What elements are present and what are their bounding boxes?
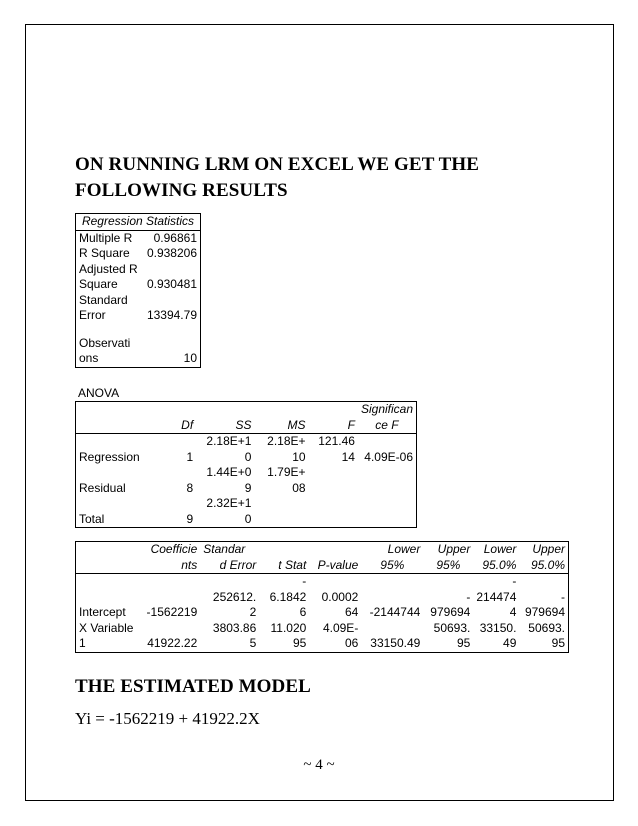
table-row xyxy=(76,277,201,293)
anova-cell: 0 xyxy=(244,511,252,526)
coef-cell: 4.09E- xyxy=(322,620,359,635)
results-heading xyxy=(75,152,479,204)
anova-cell: 8 xyxy=(186,480,194,495)
coef-cell: 64 xyxy=(344,605,359,619)
coef-header: t Stat xyxy=(259,558,309,574)
anova-row-label: Total xyxy=(79,511,105,526)
anova-header-sig-2: ce F xyxy=(358,418,417,434)
coef-header: Lower xyxy=(483,542,517,556)
table-row xyxy=(76,308,201,324)
coef-cell: 6 xyxy=(299,605,307,619)
anova-cell: 9 xyxy=(186,511,194,526)
stat-label: Error xyxy=(79,308,106,322)
anova-cell: 2.18E+ xyxy=(267,434,306,448)
anova-cell: 10 xyxy=(292,449,306,464)
table-row xyxy=(76,336,201,352)
coef-cell: -2144744 xyxy=(369,605,421,619)
coef-header: Standar xyxy=(203,542,246,556)
coef-header: Upper xyxy=(532,542,565,556)
coef-cell: 214474 xyxy=(476,589,517,604)
coef-cell: 41922.22 xyxy=(147,636,198,650)
stat-value: 13394.79 xyxy=(146,308,197,322)
coef-cell: 2 xyxy=(249,605,257,619)
stat-label: ons xyxy=(79,351,99,365)
table-row xyxy=(76,293,201,309)
coef-cell: 3803.86 xyxy=(212,620,257,635)
table-row xyxy=(76,512,417,528)
coef-cell: 6.1842 xyxy=(269,589,307,604)
stat-label: Observati xyxy=(79,335,131,350)
coef-cell: 50693. xyxy=(433,620,471,635)
anova-row-label: Regression xyxy=(79,449,140,464)
coef-cell: 50693. xyxy=(528,620,565,635)
coef-cell: 95 xyxy=(292,636,307,650)
coef-cell: 95 xyxy=(456,636,471,650)
anova-cell: 1.79E+ xyxy=(267,465,306,479)
coef-header: 95.0% xyxy=(519,558,568,574)
stat-label: R Square xyxy=(79,246,130,260)
stat-label: Standard xyxy=(79,292,128,307)
coef-row-label: X Variable xyxy=(79,620,134,635)
coef-cell: - xyxy=(466,589,471,604)
stat-label: Adjusted R xyxy=(79,261,138,276)
stat-value: 0.938206 xyxy=(146,246,197,260)
anova-cell: 2.18E+1 xyxy=(206,434,252,448)
coef-header: 95% xyxy=(361,558,423,574)
stat-label: Square xyxy=(79,277,118,291)
anova-cell: 9 xyxy=(244,480,252,495)
table-row xyxy=(76,636,569,652)
anova-header-f: F xyxy=(309,418,358,434)
anova-cell: 0 xyxy=(244,449,252,464)
anova-cell: 1 xyxy=(186,449,194,464)
stat-value: 10 xyxy=(183,351,197,365)
coef-cell: - xyxy=(302,574,307,588)
coef-cell: 979694 xyxy=(524,605,565,619)
coef-cell: - xyxy=(512,574,517,588)
coef-header: nts xyxy=(144,558,201,574)
model-heading: THE ESTIMATED MODEL xyxy=(75,676,311,697)
anova-table xyxy=(75,401,417,528)
regression-statistics-table xyxy=(75,213,201,368)
page-number: ~ 4 ~ xyxy=(303,757,335,773)
anova-header-ms: MS xyxy=(254,418,308,434)
coef-cell: 252612. xyxy=(212,589,257,604)
coefficients-table xyxy=(75,541,569,653)
table-row xyxy=(76,450,417,466)
stat-value: 0.96861 xyxy=(153,230,197,245)
table-row xyxy=(76,481,417,497)
anova-header-df: Df xyxy=(143,418,196,434)
anova-cell: 1.44E+0 xyxy=(206,465,252,479)
stat-value: 0.930481 xyxy=(146,277,197,291)
coef-cell: 49 xyxy=(503,636,517,650)
coef-header: 95.0% xyxy=(473,558,519,574)
coef-header: Upper xyxy=(437,542,471,556)
table-row xyxy=(76,230,201,246)
coef-header: d Error xyxy=(200,558,259,574)
heading-line-1: ON RUNNING LRM ON EXCEL WE GET THE xyxy=(75,154,480,175)
anova-cell: 14 xyxy=(341,449,355,464)
anova-cell: 121.46 xyxy=(318,434,355,448)
table-row xyxy=(76,605,569,621)
coef-cell: 95 xyxy=(551,636,565,650)
stat-label: Multiple R xyxy=(79,230,133,245)
anova-cell: 08 xyxy=(292,480,306,495)
anova-cell: 4.09E-06 xyxy=(364,449,413,464)
coef-cell: - xyxy=(561,589,565,604)
coef-cell: 06 xyxy=(344,636,359,650)
anova-header-sig-1: Significan xyxy=(360,402,413,416)
coef-cell: 4 xyxy=(509,605,517,619)
anova-cell: 2.32E+1 xyxy=(206,496,252,510)
coef-cell: 33150. xyxy=(479,620,517,635)
coef-cell: 979694 xyxy=(430,605,471,619)
coef-cell: 11.020 xyxy=(270,620,307,635)
anova-row-label: Residual xyxy=(79,480,126,495)
coef-cell: 0.0002 xyxy=(321,589,359,604)
coef-cell: 33150.49 xyxy=(370,636,421,650)
coef-header: Coefficie xyxy=(150,542,198,556)
table-row xyxy=(76,351,201,367)
coef-cell: 5 xyxy=(249,636,257,650)
anova-header-ss: SS xyxy=(196,418,254,434)
anova-label: ANOVA xyxy=(78,386,120,400)
heading-line-2: FOLLOWING RESULTS xyxy=(75,180,288,201)
table-row xyxy=(76,262,201,278)
coef-header: P-value xyxy=(309,558,361,574)
coef-row-label: 1 xyxy=(79,636,86,650)
table-row xyxy=(76,246,201,262)
model-equation: Yi = -1562219 + 41922.2X xyxy=(75,709,260,728)
coef-row-label: Intercept xyxy=(79,605,126,619)
coef-cell: -1562219 xyxy=(146,605,198,619)
regression-statistics-title: Regression Statistics xyxy=(76,214,201,231)
coef-header: 95% xyxy=(423,558,473,574)
coef-header: Lower xyxy=(387,542,421,556)
